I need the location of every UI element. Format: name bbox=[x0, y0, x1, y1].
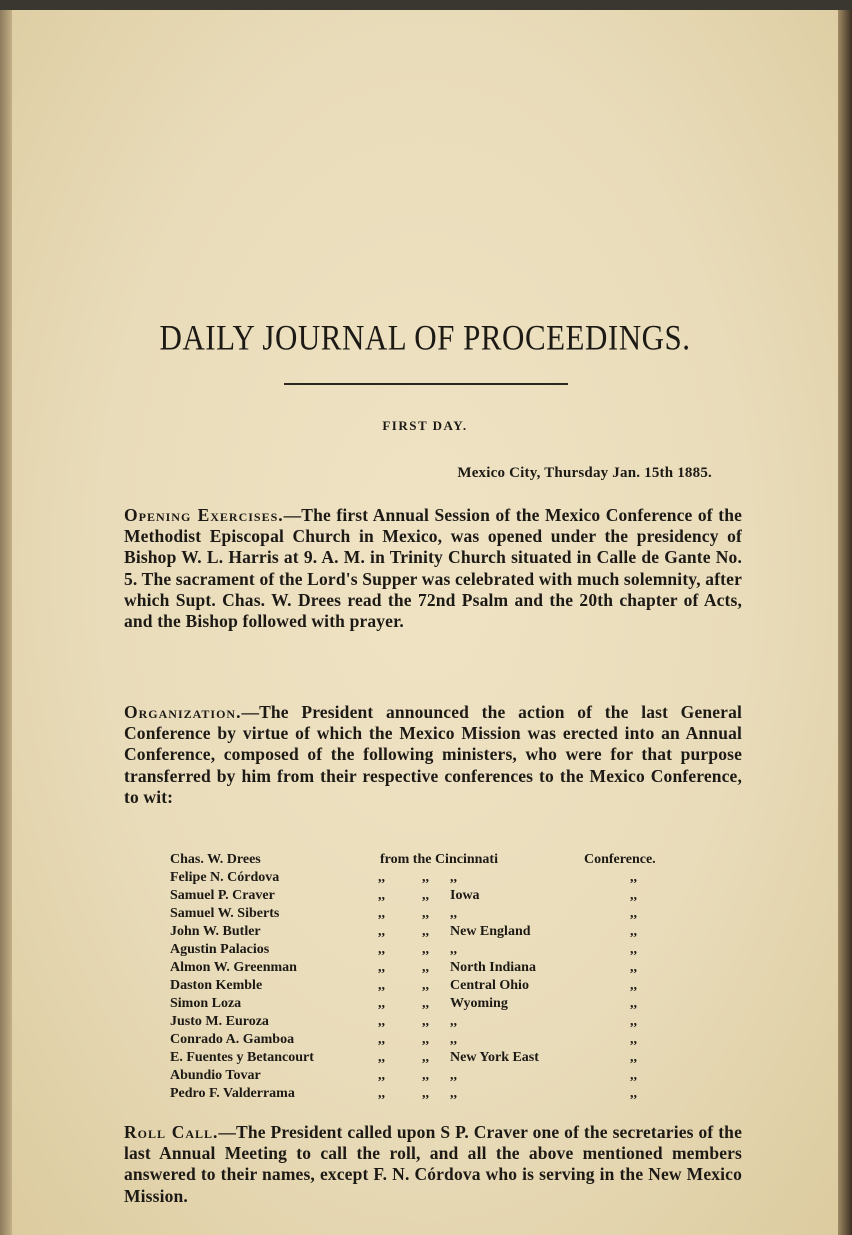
roster-conference: ,, bbox=[450, 1014, 457, 1029]
ditto-mark: ,, bbox=[422, 1032, 429, 1047]
ditto-mark: ,, bbox=[630, 1014, 637, 1029]
roster-name: Pedro F. Valderrama bbox=[170, 1086, 295, 1101]
ditto-mark: ,, bbox=[630, 960, 637, 975]
ditto-mark: ,, bbox=[378, 906, 385, 921]
roster-conference: Iowa bbox=[450, 888, 480, 903]
ditto-mark: ,, bbox=[422, 996, 429, 1011]
day-heading: FIRST DAY. bbox=[382, 418, 468, 433]
ditto-mark: ,, bbox=[422, 942, 429, 957]
ditto-mark: ,, bbox=[422, 924, 429, 939]
roster-row bbox=[158, 1014, 718, 1032]
roster-name: Simon Loza bbox=[170, 996, 242, 1011]
ditto-mark: ,, bbox=[630, 1086, 637, 1101]
ditto-mark: ,, bbox=[630, 978, 637, 993]
roster-conference: Wyoming bbox=[450, 996, 508, 1011]
ministers-roster bbox=[158, 852, 718, 1104]
ditto-mark: ,, bbox=[422, 906, 429, 921]
paragraph-text: —The first Annual Session of the Mexico Conference of the Methodist Episcopal Church in Mexico, was opened under the presidency of Bishop W. L. Harris at 9. A. M. in Trinity Church situated in Calle de Gante No. 5. The sacrament of the Lord's Supper was celebrated with much solemnity, after which Supt. Chas. W. Drees read the 72nd Psalm and the 20th chapter of Acts, and the Bishop followed with prayer. bbox=[124, 505, 742, 632]
roster-conference: ,, bbox=[450, 1086, 457, 1101]
roster-name: Agustin Palacios bbox=[170, 942, 270, 957]
ditto-mark: ,, bbox=[630, 942, 637, 957]
roster-row bbox=[158, 978, 718, 996]
ditto-mark: ,, bbox=[422, 888, 429, 903]
roster-name: Felipe N. Córdova bbox=[170, 870, 280, 885]
roster-conference: ,, bbox=[450, 906, 457, 921]
roster-conference: ,, bbox=[450, 1068, 457, 1083]
roster-name: Samuel W. Siberts bbox=[170, 906, 280, 921]
roster-name: Conrado A. Gamboa bbox=[170, 1032, 295, 1047]
organization-paragraph bbox=[124, 702, 742, 808]
ditto-mark: ,, bbox=[422, 1086, 429, 1101]
ditto-mark: ,, bbox=[630, 906, 637, 921]
paragraph-lead: Roll Call. bbox=[124, 1122, 219, 1142]
roster-row bbox=[158, 906, 718, 924]
roster-name: E. Fuentes y Betancourt bbox=[170, 1050, 314, 1065]
ditto-mark: ,, bbox=[422, 1068, 429, 1083]
roster-from-label: from the Cincinnati bbox=[380, 852, 498, 867]
ditto-mark: ,, bbox=[422, 1050, 429, 1065]
page-title: DAILY JOURNAL OF PROCEEDINGS. bbox=[159, 317, 691, 358]
ditto-mark: ,, bbox=[422, 870, 429, 885]
roster-conference-label: Conference. bbox=[584, 852, 656, 867]
roster-conference: ,, bbox=[450, 942, 457, 957]
page-right-edge bbox=[838, 10, 852, 1235]
roster-row bbox=[158, 942, 718, 960]
paragraph-text: —The President called upon S P. Craver one of the secretaries of the last Annual Meeting to call the roll, and all the above mentioned members answered to their names, except F. N. Córdova who is serving in the New Mexico Mission. bbox=[124, 1122, 742, 1206]
roster-name: Chas. W. Drees bbox=[170, 852, 261, 867]
roster-row bbox=[158, 888, 718, 906]
ditto-mark: ,, bbox=[630, 888, 637, 903]
roster-row bbox=[158, 1086, 718, 1104]
roster-row bbox=[158, 960, 718, 978]
roster-conference: New England bbox=[450, 924, 531, 939]
roster-row bbox=[158, 870, 718, 888]
roll-call-paragraph bbox=[124, 1122, 742, 1207]
roster-name: John W. Butler bbox=[170, 924, 261, 939]
paragraph-text: —The President announced the action of the last General Conference by virtue of which the Mexico Mission was erected into an Annual Conference, composed of the following ministers, who were for that purpose transferred by him from their respective conferences to the Mexico Conference, to wit: bbox=[124, 702, 742, 807]
ditto-mark: ,, bbox=[378, 870, 385, 885]
roster-conference: New York East bbox=[450, 1050, 539, 1065]
roster-conference: ,, bbox=[450, 870, 457, 885]
roster-conference: ,, bbox=[450, 1032, 457, 1047]
ditto-mark: ,, bbox=[378, 1086, 385, 1101]
roster-name: Abundio Tovar bbox=[170, 1068, 261, 1083]
roster-name: Justo M. Euroza bbox=[170, 1014, 269, 1029]
ditto-mark: ,, bbox=[422, 960, 429, 975]
ditto-mark: ,, bbox=[378, 924, 385, 939]
roster-row bbox=[158, 1032, 718, 1050]
roster-row bbox=[158, 1068, 718, 1086]
roster-conference: North Indiana bbox=[450, 960, 536, 975]
ditto-mark: ,, bbox=[378, 960, 385, 975]
ditto-mark: ,, bbox=[378, 1068, 385, 1083]
roster-name: Almon W. Greenman bbox=[170, 960, 297, 975]
ditto-mark: ,, bbox=[422, 1014, 429, 1029]
roster-conference: Central Ohio bbox=[450, 978, 529, 993]
opening-exercises-paragraph bbox=[124, 505, 742, 632]
paragraph-lead: Opening Exercises. bbox=[124, 505, 284, 525]
ditto-mark: ,, bbox=[378, 978, 385, 993]
ditto-mark: ,, bbox=[378, 888, 385, 903]
roster-rows bbox=[158, 870, 718, 1104]
ditto-mark: ,, bbox=[630, 1068, 637, 1083]
dateline: Mexico City, Thursday Jan. 15th 1885. bbox=[457, 465, 712, 481]
roster-row bbox=[158, 996, 718, 1014]
ditto-mark: ,, bbox=[630, 1050, 637, 1065]
roster-row bbox=[158, 1050, 718, 1068]
ditto-mark: ,, bbox=[378, 942, 385, 957]
roster-name: Samuel P. Craver bbox=[170, 888, 275, 903]
roster-name: Daston Kemble bbox=[170, 978, 263, 993]
ditto-mark: ,, bbox=[630, 1032, 637, 1047]
page-paper bbox=[12, 10, 838, 1235]
ditto-mark: ,, bbox=[378, 1050, 385, 1065]
ditto-mark: ,, bbox=[630, 924, 637, 939]
ditto-mark: ,, bbox=[422, 978, 429, 993]
ditto-mark: ,, bbox=[378, 996, 385, 1011]
ditto-mark: ,, bbox=[630, 996, 637, 1011]
ditto-mark: ,, bbox=[378, 1014, 385, 1029]
paragraph-lead: Organization. bbox=[124, 702, 242, 722]
roster-row bbox=[158, 924, 718, 942]
roster-header-row bbox=[158, 852, 718, 870]
title-rule-divider bbox=[284, 383, 568, 385]
ditto-mark: ,, bbox=[630, 870, 637, 885]
ditto-mark: ,, bbox=[378, 1032, 385, 1047]
